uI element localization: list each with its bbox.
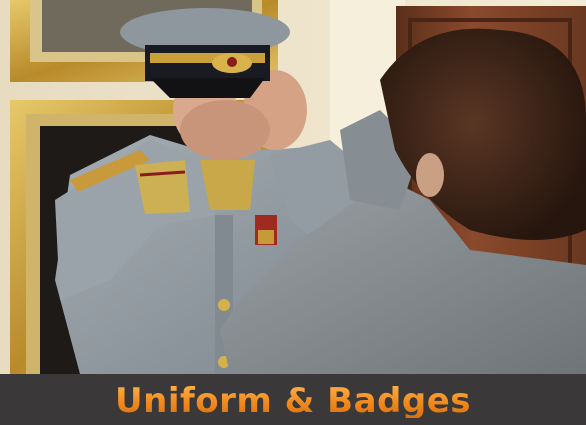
caption-title: Uniform & Badges: [115, 380, 471, 421]
caption-bar: [0, 374, 586, 425]
